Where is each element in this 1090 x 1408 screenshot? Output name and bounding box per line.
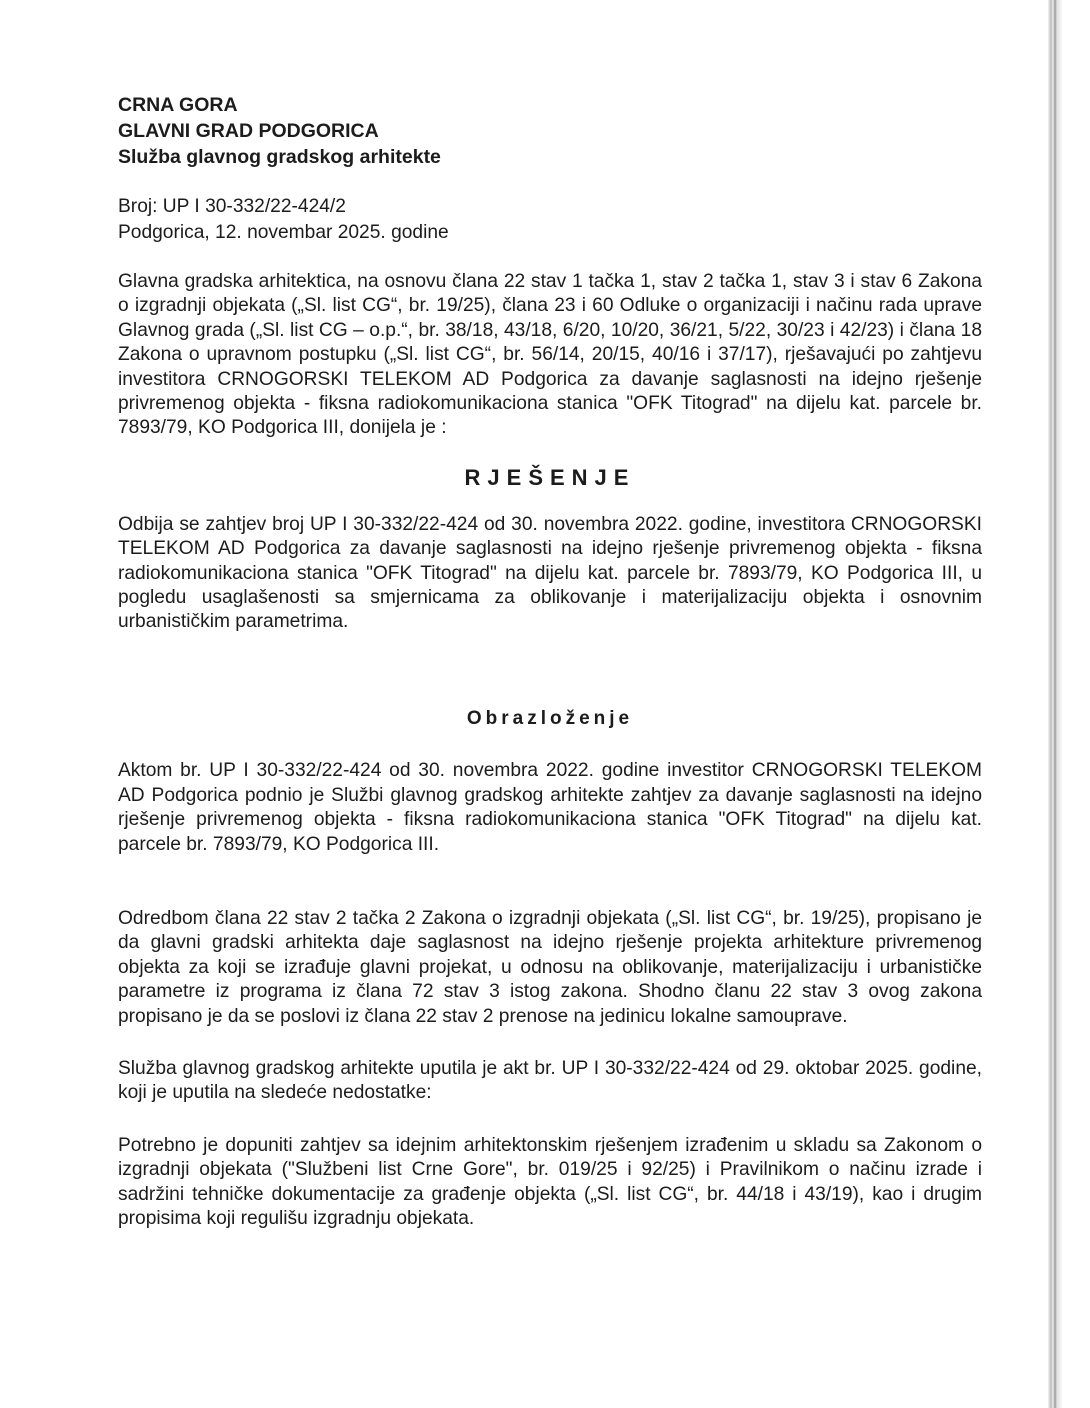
document-place-date: Podgorica, 12. novembar 2025. godine xyxy=(118,222,449,243)
document-number: Broj: UP I 30-332/22-424/2 xyxy=(118,196,346,217)
header-city: GLAVNI GRAD PODGORICA xyxy=(118,120,379,142)
decision-heading: RJEŠENJE xyxy=(464,464,636,490)
header-country: CRNA GORA xyxy=(118,94,238,116)
decision-text: Odbija se zahtjev broj UP I 30-332/22-424 od 30. novembra 2022. godine, investitora CRNOGORSKI TELEKOM AD Podgorica za davanje saglasnosti na idejno rješenje privremenog objekta - fiksna radiokomunikaciona stanica "OFK Titograd" na dijelu kat. parcele br. 7893/79, KO Podgorica III, u pogledu usaglašenosti sa smjernicama za oblikovanje i materijalizaciju objekta i osnovnim urbanističkim parametrima. xyxy=(118,513,982,633)
reasoning-heading: Obrazloženje xyxy=(466,707,634,729)
reasoning-paragraph-3: Služba glavnog gradskog arhitekte uputila je akt br. UP I 30-332/22-424 od 29. oktobar 2025. godine, koji je uputila na sledeće nedostatke: xyxy=(118,1057,982,1104)
reasoning-paragraph-2: Odredbom člana 22 stav 2 tačka 2 Zakona o izgradnji objekata („Sl. list CG“, br. 19/25), propisano je da glavni gradski arhitekta daje saglasnost na idejno rješenje projekta arhitekture privremenog objekta za koji se izrađuje glavni projekat, u odnosu na oblikovanje, materijalizaciju i urbanističke parametre iz programa iz člana 72 stav 3 istog zakona. Shodno članu 22 stav 3 ovog zakona propisano je da se poslovi iz člana 22 stav 2 prenose na jedinicu lokalne samouprave. xyxy=(118,907,982,1027)
scan-page-edge xyxy=(1048,0,1062,1408)
reasoning-paragraph-4: Potrebno je dopuniti zahtjev sa idejnim arhitektonskim rješenjem izrađenim u skladu sa Zakonom o izgradnji objekata ("Službeni list Crne Gore", br. 019/25 i 92/25) i Pravilnikom o načinu izrade i sadržini tehničke dokumentacije za građenje objekta („Sl. list CG“, br. 44/18 i 43/19), kao i drugim propisima koji regulišu izgradnju objekata. xyxy=(118,1134,982,1229)
document-header xyxy=(118,92,982,170)
reasoning-paragraph-1: Aktom br. UP I 30-332/22-424 od 30. novembra 2022. godine investitor CRNOGORSKI TELEKOM AD Podgorica podnio je Službi glavnog gradskog arhitekte zahtjev za davanje saglasnosti na idejno rješenje privremenog objekta - fiksna radiokomunikaciona stanica "OFK Titograd" na dijelu kat. parcele br. 7893/79, KO Podgorica III. xyxy=(118,760,982,855)
document-meta xyxy=(118,194,982,246)
intro-paragraph: Glavna gradska arhitektica, na osnovu člana 22 stav 1 tačka 1, stav 2 tačka 1, stav 3 i stav 6 Zakona o izgradnji objekata („Sl. list CG“, br. 19/25), člana 23 i 60 Odluke o organizaciji i načinu rada uprave Glavnog grada („Sl. list CG – o.p.“, br. 38/18, 43/18, 6/20, 10/20, 36/21, 5/22, 30/23 i 42/23) i člana 18 Zakona o upravnom postupku („Sl. list CG“, br. 56/14, 20/15, 40/16 i 37/17), rješavajući po zahtjevu investitora CRNOGORSKI TELEKOM AD Podgorica za davanje saglasnosti na idejno rješenje privremenog objekta - fiksna radiokomunikaciona stanica "OFK Titograd" na dijelu kat. parcele br. 7893/79, KO Podgorica III, donijela je : xyxy=(118,271,982,439)
header-office: Služba glavnog gradskog arhitekte xyxy=(118,146,441,168)
document-page xyxy=(118,92,982,1231)
